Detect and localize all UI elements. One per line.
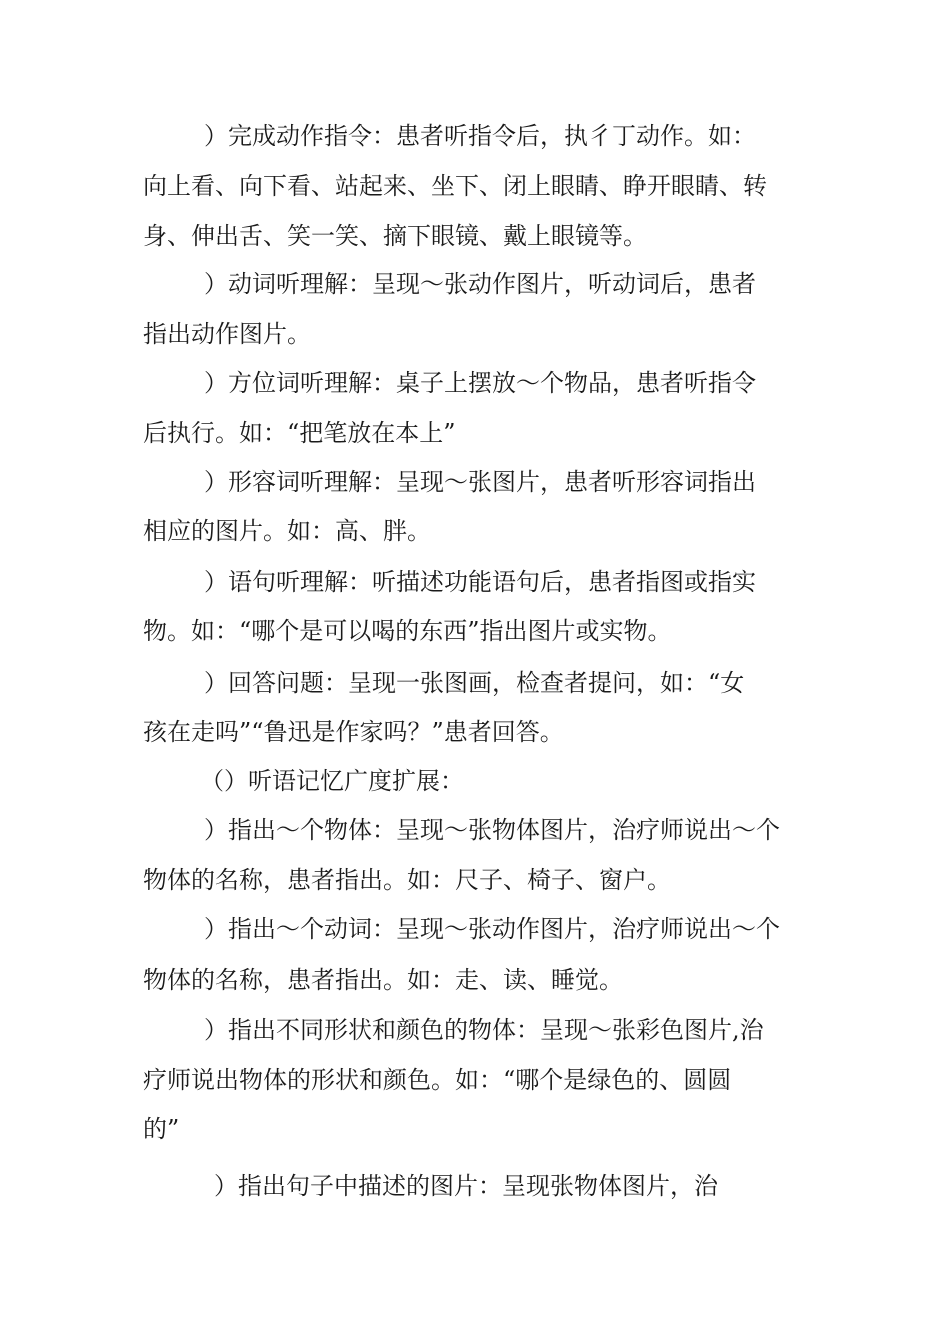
paragraph-line: 向上看、向下看、站起来、坐下、闭上眼睛、睁开眼睛、转: [143, 172, 767, 200]
paragraph-line: ）指出〜个动词：呈现〜张动作图片，治疗师说出〜个: [204, 915, 780, 943]
paragraph-line: ）完成动作指令：患者听指令后，执彳丁动作。如：: [204, 122, 756, 150]
paragraph-line: ）指出句子中描述的图片：呈现张物体图片，治: [214, 1172, 718, 1200]
paragraph-line: 物体的名称，患者指出。如：走、读、睡觉。: [143, 966, 623, 994]
paragraph-line: 的”: [143, 1115, 180, 1143]
section-heading: （）听语记忆广度扩展：: [200, 767, 464, 795]
paragraph-line: 后执行。如：“把笔放在本上”: [143, 419, 456, 447]
paragraph-line: 相应的图片。如：高、胖。: [143, 517, 431, 545]
paragraph-line: 物体的名称，患者指出。如：尺子、椅子、窗户。: [143, 866, 671, 894]
paragraph-line: ）指出〜个物体：呈现〜张物体图片，治疗师说出〜个: [204, 816, 780, 844]
paragraph-line: ）动词听理解：呈现〜张动作图片，听动词后，患者: [204, 270, 756, 298]
paragraph-line: ）形容词听理解：呈现〜张图片，患者听形容词指出: [204, 468, 756, 496]
paragraph-line: 物。如：“哪个是可以喝的东西”指出图片或实物。: [143, 617, 672, 645]
paragraph-line: ）方位词听理解：桌子上摆放〜个物品，患者听指令: [204, 369, 756, 397]
paragraph-line: ）指出不同形状和颜色的物体：呈现〜张彩色图片,治: [204, 1016, 764, 1044]
paragraph-line: 孩在走吗”“鲁迅是作家吗？”患者回答。: [143, 718, 564, 746]
paragraph-line: 疗师说出物体的形状和颜色。如：“哪个是绿色的、圆圆: [143, 1066, 732, 1094]
paragraph-line: ）回答问题：呈现一张图画，检查者提问，如：“女: [204, 669, 745, 697]
paragraph-line: ）语句听理解：听描述功能语句后，患者指图或指实: [204, 568, 756, 596]
paragraph-line: 身、伸出舌、笑一笑、摘下眼镜、戴上眼镜等。: [143, 222, 647, 250]
paragraph-line: 指出动作图片。: [143, 320, 311, 348]
